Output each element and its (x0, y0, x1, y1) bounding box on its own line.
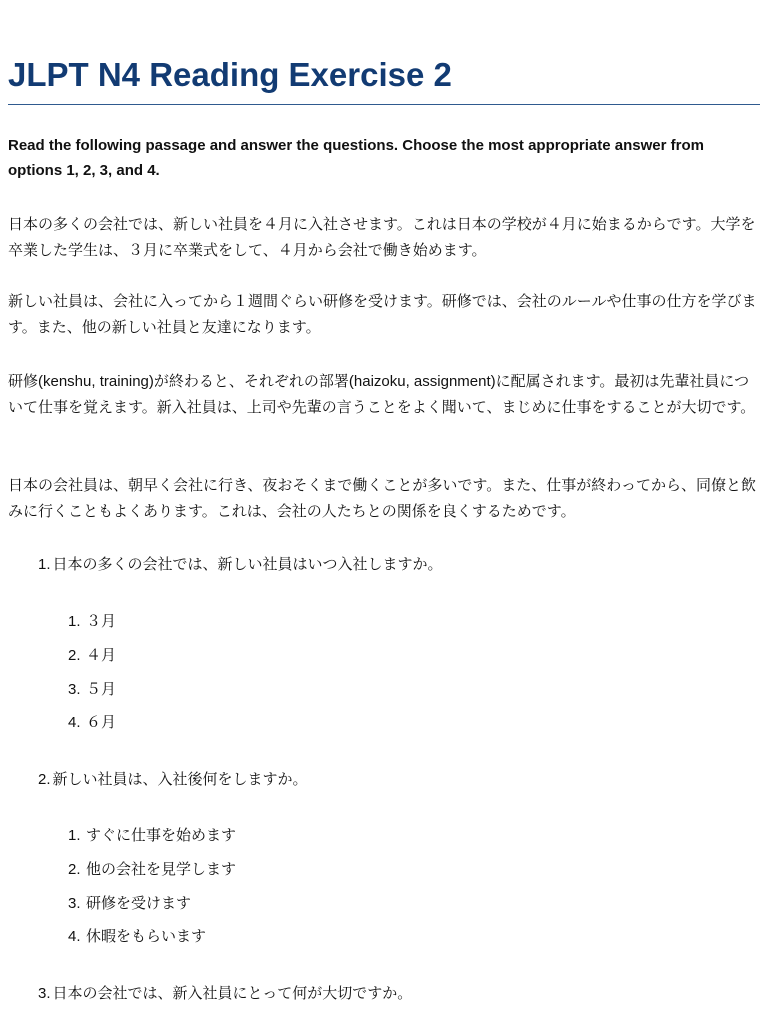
option-number: 1. (68, 613, 81, 630)
passage-paragraph-1: 日本の多くの会社では、新しい社員を４月に入社させます。これは日本の学校が４月に始まるからです。大学を卒業した学生は、３月に卒業式をして、４月から会社で働き始めます。 (8, 216, 756, 259)
question-2-option-4 (68, 926, 206, 948)
question-2-option-2 (68, 859, 236, 881)
question-text: 日本の多くの会社では、新しい社員はいつ入社しますか。 (52, 556, 443, 573)
question-1-option-3 (68, 679, 116, 701)
question-number: 2. (38, 771, 51, 788)
question-number: 1. (38, 556, 51, 573)
question-2 (38, 769, 308, 791)
option-number: 4. (68, 714, 81, 731)
passage-paragraph-2: 新しい社員は、会社に入ってから１週間ぐらい研修を受けます。研修では、会社のルールや仕事の仕方を学びます。また、他の新しい社員と友達になります。 (8, 293, 757, 336)
question-2-option-3 (68, 893, 191, 915)
option-number: 3. (68, 681, 81, 698)
question-text: 新しい社員は、入社後何をしますか。 (52, 771, 308, 788)
title-divider (8, 104, 760, 105)
option-text: 研修を受けます (86, 895, 192, 912)
option-number: 3. (68, 895, 81, 912)
option-text: すぐに仕事を始めます (86, 827, 237, 844)
option-text: 休暇をもらいます (86, 928, 207, 945)
passage-paragraph-3: 研修(kenshu, training)が終わると、それぞれの部署(haizoku, assignment)に配属されます。最初は先輩社員について仕事を覚えます。新入社員は、上司や先輩の言うことをよく聞いて、まじめに仕事をすることが大切です。 (8, 373, 756, 416)
option-number: 1. (68, 827, 81, 844)
question-1 (38, 554, 443, 576)
option-text: ３月 (86, 613, 117, 630)
option-text: 他の会社を見学します (86, 861, 237, 878)
passage-paragraph-4: 日本の会社員は、朝早く会社に行き、夜おそくまで働くことが多いです。また、仕事が終わってから、同僚と飲みに行くこともよくあります。これは、会社の人たちとの関係を良くするためです。 (8, 477, 757, 520)
question-text: 日本の会社では、新入社員にとって何が大切ですか。 (52, 985, 413, 1002)
option-text: ４月 (86, 647, 117, 664)
question-3 (38, 983, 412, 1005)
question-1-option-1 (68, 611, 116, 633)
option-number: 2. (68, 861, 81, 878)
option-number: 4. (68, 928, 81, 945)
option-text: ５月 (86, 681, 117, 698)
question-number: 3. (38, 985, 51, 1002)
question-1-option-4 (68, 712, 116, 734)
question-2-option-1 (68, 825, 236, 847)
option-text: ６月 (86, 714, 117, 731)
option-number: 2. (68, 647, 81, 664)
instructions: Read the following passage and answer the questions. Choose the most appropriate answer from options 1, 2, 3, and 4. (8, 137, 704, 179)
page-title: JLPT N4 Reading Exercise 2 (8, 56, 452, 93)
question-1-option-2 (68, 645, 116, 667)
